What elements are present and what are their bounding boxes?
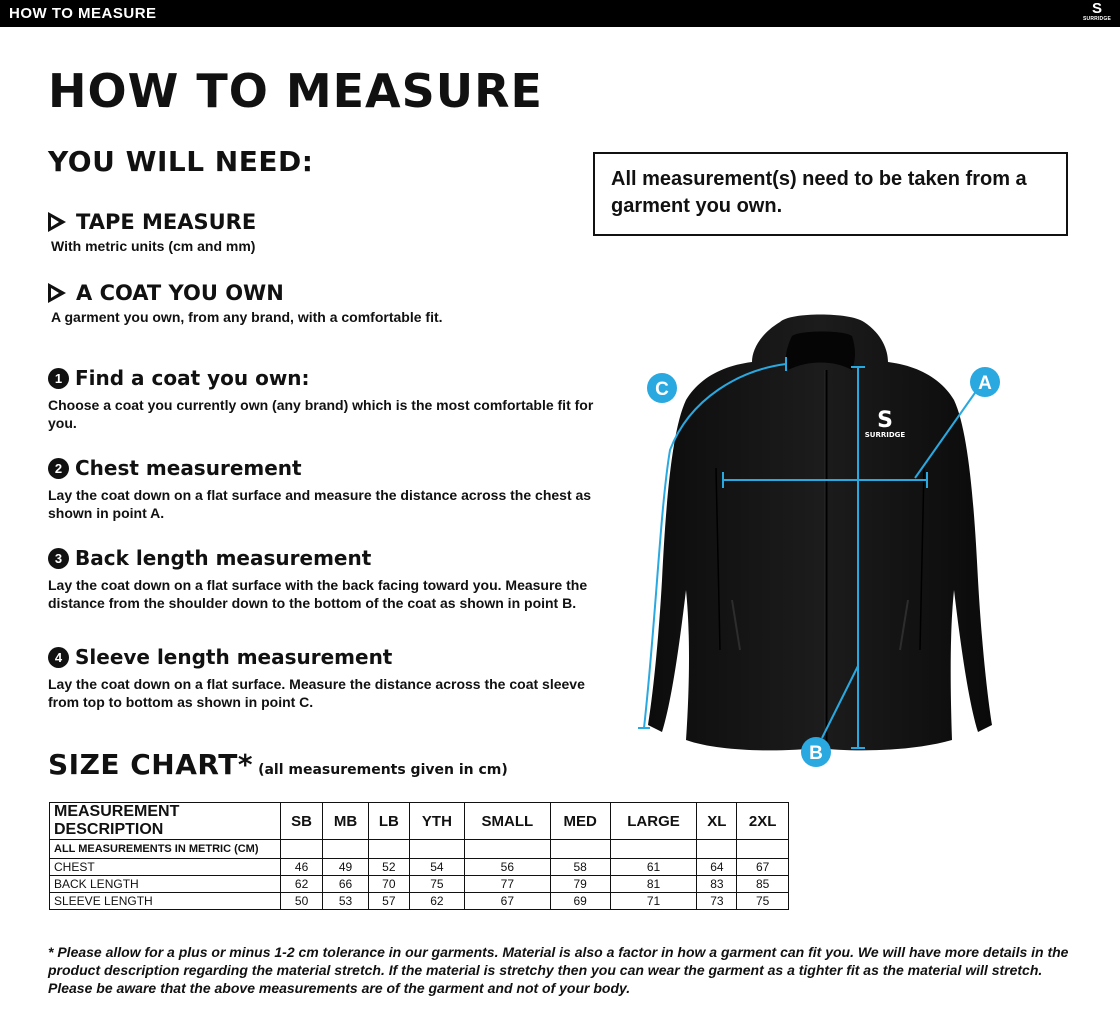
size-chart-table (49, 802, 789, 910)
table-cell: 52 (368, 859, 409, 876)
empty-cell (464, 840, 550, 859)
table-cell: 56 (464, 859, 550, 876)
row-label: BACK LENGTH (50, 876, 281, 893)
requirement-tape-measure (48, 210, 256, 254)
header-size: XL (697, 803, 737, 840)
step-description: Choose a coat you currently own (any brand) which is the most comfortable fit for you. (48, 397, 594, 431)
header-size: YTH (409, 803, 464, 840)
empty-cell (281, 840, 323, 859)
table-subheader-row (50, 840, 789, 859)
step-title: Chest measurement (75, 456, 302, 480)
table-cell: 54 (409, 859, 464, 876)
marker-a (970, 367, 1000, 397)
table-cell: 49 (323, 859, 369, 876)
empty-cell (697, 840, 737, 859)
row-label: CHEST (50, 859, 281, 876)
size-chart-heading: SIZE CHART* (48, 748, 253, 781)
empty-cell (368, 840, 409, 859)
table-row (50, 859, 789, 876)
requirement-subtitle: With metric units (cm and mm) (51, 238, 256, 254)
logo-mark: S (1091, 0, 1102, 17)
step-4 (48, 645, 608, 711)
header-size: MB (323, 803, 369, 840)
header-description: MEASUREMENT DESCRIPTION (50, 803, 281, 840)
requirement-coat (48, 281, 443, 325)
step-3 (48, 546, 588, 612)
marker-b-label: B (809, 743, 823, 764)
marker-b (801, 737, 831, 767)
table-cell: 85 (737, 876, 789, 893)
header-size: LARGE (610, 803, 697, 840)
header-size: LB (368, 803, 409, 840)
empty-cell (323, 840, 369, 859)
table-cell: 77 (464, 876, 550, 893)
top-bar-title: HOW TO MEASURE (9, 5, 157, 22)
marker-c (647, 373, 677, 403)
header-size: SB (281, 803, 323, 840)
note-box: All measurement(s) need to be taken from a garment you own. (593, 152, 1068, 236)
header-size: MED (550, 803, 610, 840)
table-cell: 46 (281, 859, 323, 876)
logo-word: SURRIDGE (1083, 16, 1111, 22)
table-cell: 71 (610, 893, 697, 910)
table-cell: 83 (697, 876, 737, 893)
table-cell: 62 (281, 876, 323, 893)
table-cell: 79 (550, 876, 610, 893)
table-cell: 64 (697, 859, 737, 876)
table-cell: 50 (281, 893, 323, 910)
table-cell: 66 (323, 876, 369, 893)
table-cell: 69 (550, 893, 610, 910)
empty-cell (610, 840, 697, 859)
step-title: Sleeve length measurement (75, 645, 393, 669)
jacket-body (648, 315, 992, 751)
requirement-title: TAPE MEASURE (76, 210, 257, 234)
table-header-row (50, 803, 789, 840)
step-2 (48, 456, 608, 522)
table-cell: 81 (610, 876, 697, 893)
step-title: Find a coat you own: (75, 366, 310, 390)
step-number-badge: 4 (48, 647, 69, 668)
header-size: SMALL (464, 803, 550, 840)
requirement-subtitle: A garment you own, from any brand, with a comfortable fit. (51, 309, 443, 325)
table-cell: 70 (368, 876, 409, 893)
marker-a-label: A (978, 373, 992, 394)
table-cell: 53 (323, 893, 369, 910)
marker-c-label: C (655, 379, 669, 400)
play-arrow-icon (48, 283, 66, 303)
step-description: Lay the coat down on a flat surface with the back facing toward you. Measure the distance from the shoulder down to the bottom of the coat as shown in point B. (48, 577, 588, 611)
table-cell: 67 (464, 893, 550, 910)
table-cell: 57 (368, 893, 409, 910)
size-chart-subtitle: (all measurements given in cm) (258, 762, 508, 778)
step-number-badge: 1 (48, 368, 69, 389)
table-cell: 75 (737, 893, 789, 910)
requirement-title: A COAT YOU OWN (76, 281, 284, 305)
table-cell: 58 (550, 859, 610, 876)
table-cell: 61 (610, 859, 697, 876)
table-cell: 73 (697, 893, 737, 910)
table-cell: 75 (409, 876, 464, 893)
subheader-label: ALL MEASUREMENTS IN METRIC (CM) (50, 840, 281, 859)
footnote: * Please allow for a plus or minus 1-2 cm tolerance in our garments. Material is also a factor in how a garment can fit you. We will have more details in the product description regarding the material stretch. If the material is stretchy then you can wear the garment as a tighter fit as the material will stretch. Please be aware that the above measurements are of the garment and not of your body. (48, 944, 1069, 996)
empty-cell (409, 840, 464, 859)
step-title: Back length measurement (75, 546, 372, 570)
table-row (50, 876, 789, 893)
chest-logo-mark: S (877, 408, 893, 433)
empty-cell (550, 840, 610, 859)
table-cell: 62 (409, 893, 464, 910)
top-bar (0, 0, 1120, 27)
row-label: SLEEVE LENGTH (50, 893, 281, 910)
page-title: HOW TO MEASURE (48, 64, 543, 118)
surridge-logo (1080, 2, 1114, 26)
step-description: Lay the coat down on a flat surface. Measure the distance across the coat sleeve from top to bottom as shown in point C. (48, 676, 585, 710)
step-number-badge: 3 (48, 548, 69, 569)
header-size: 2XL (737, 803, 789, 840)
step-description: Lay the coat down on a flat surface and measure the distance across the chest as shown in point A. (48, 487, 592, 521)
jacket-diagram (620, 300, 1020, 780)
table-row (50, 893, 789, 910)
size-chart-title (48, 748, 508, 781)
step-1 (48, 366, 608, 432)
empty-cell (737, 840, 789, 859)
you-will-need-heading: YOU WILL NEED: (48, 145, 314, 178)
step-number-badge: 2 (48, 458, 69, 479)
play-arrow-icon (48, 212, 66, 232)
chest-logo-word: SURRIDGE (864, 431, 906, 439)
table-cell: 67 (737, 859, 789, 876)
